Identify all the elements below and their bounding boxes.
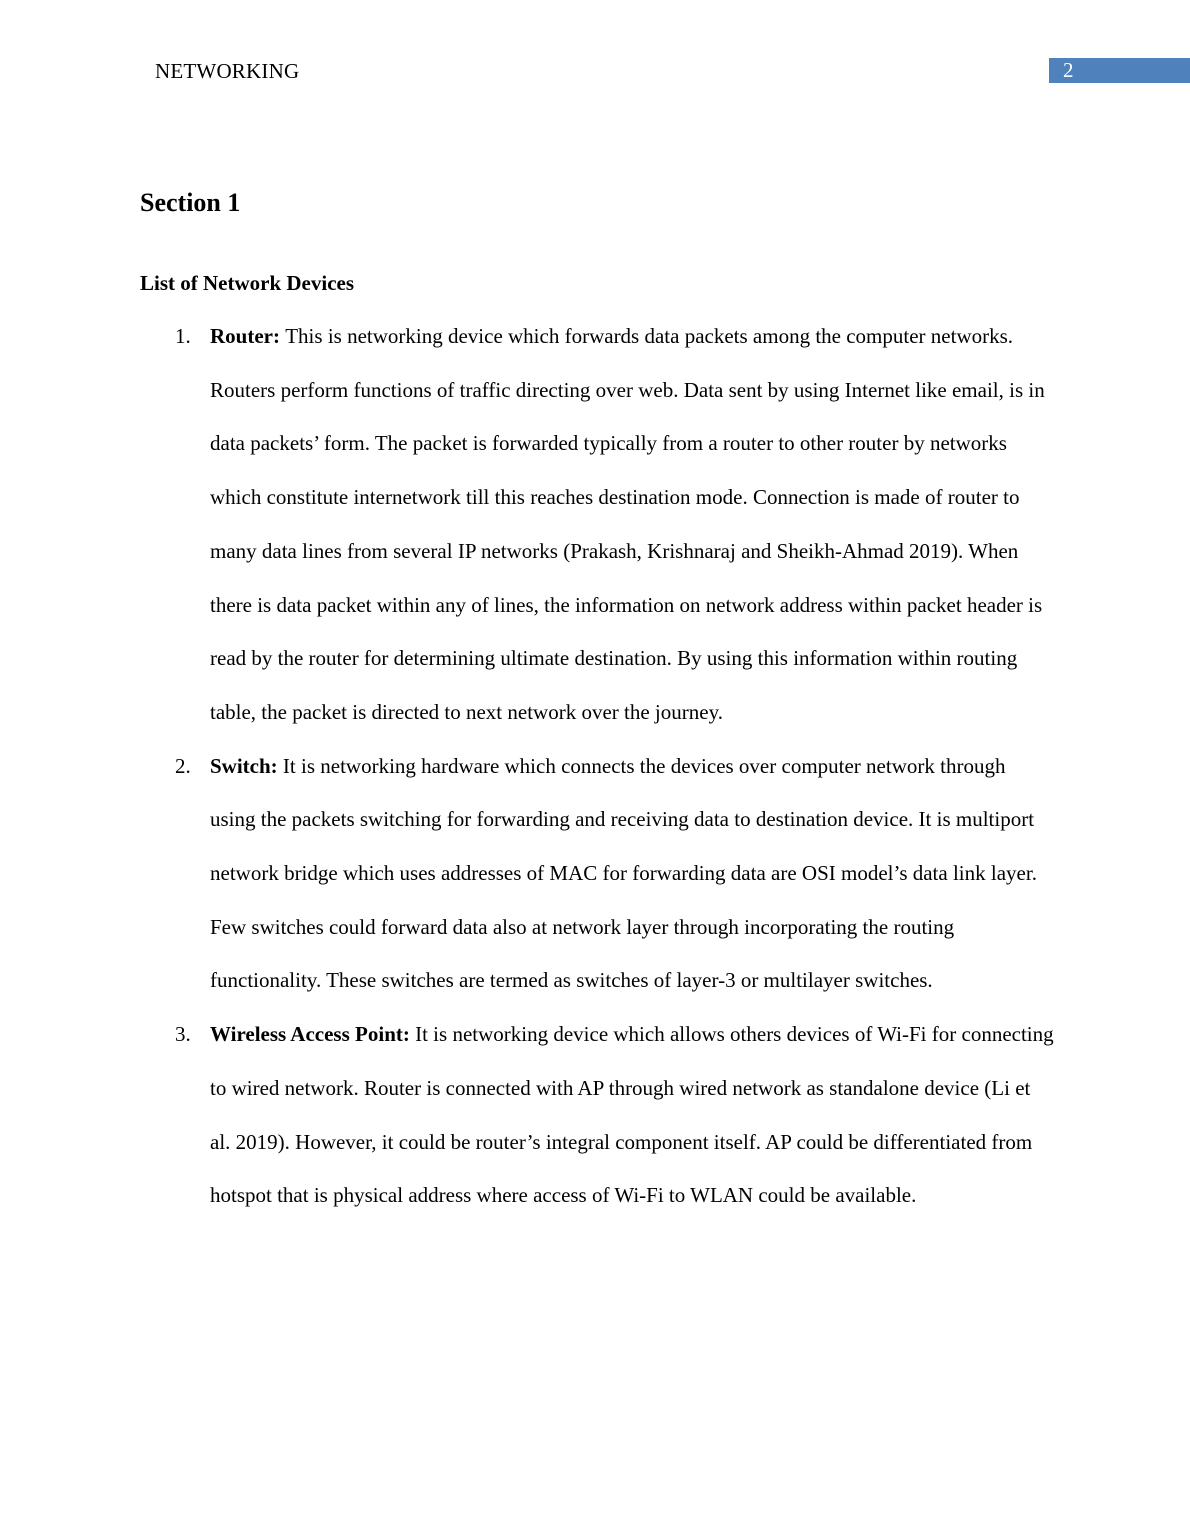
list-item-text: This is networking device which forwards data packets among the computer networks. Routers perform functions of traffic directing over web. Data sent by using Internet like email, is in data packets’ form. The packet is forwarded typically from a router to other router by networks which constitute internetwork till this reaches destination mode. Connection is made of router to many data lines from several IP networks (Prakash, Krishnaraj and Sheikh-Ahmad 2019). When there is data packet within any of lines, the information on network address within packet header is read by the router for determining ultimate destination. By using this information within routing table, the packet is directed to next network over the journey.	[210, 324, 1045, 724]
section-heading: Section 1	[140, 188, 241, 217]
list-item-number: 3.	[175, 1022, 191, 1047]
list-item-router	[0, 310, 1055, 740]
list-item-number: 2.	[175, 753, 191, 778]
list-item-switch	[0, 740, 1055, 1009]
list-item-term: Switch:	[210, 753, 283, 778]
page-number: 2	[1063, 58, 1074, 82]
list-heading: List of Network Devices	[140, 271, 355, 295]
list-item-term: Router:	[210, 324, 286, 348]
network-device-list	[0, 310, 1190, 1223]
list-item-wireless-access-point	[0, 1008, 1055, 1223]
running-header-title: NETWORKING	[155, 59, 300, 83]
list-item-text: It is networking hardware which connects the devices over computer network through using the packets switching for forwarding and receiving data to destination device. It is multiport network bridge which uses addresses of MAC for forwarding data are OSI model’s data link layer. Few switches could forward data also at network layer through incorporating the routing functionality. These switches are termed as switches of layer-3 or multilayer switches.	[210, 753, 1037, 993]
page-number-bar	[1049, 58, 1190, 83]
list-item-number: 1.	[175, 324, 191, 348]
list-item-term: Wireless Access Point:	[210, 1022, 416, 1047]
list-item-text: It is networking device which allows others devices of Wi-Fi for connecting to wired network. Router is connected with AP through wired network as standalone device (Li et al. 2019). However, it could be router’s integral component itself. AP could be differentiated from hotspot that is physical address where access of Wi-Fi to WLAN could be available.	[210, 1022, 1054, 1208]
